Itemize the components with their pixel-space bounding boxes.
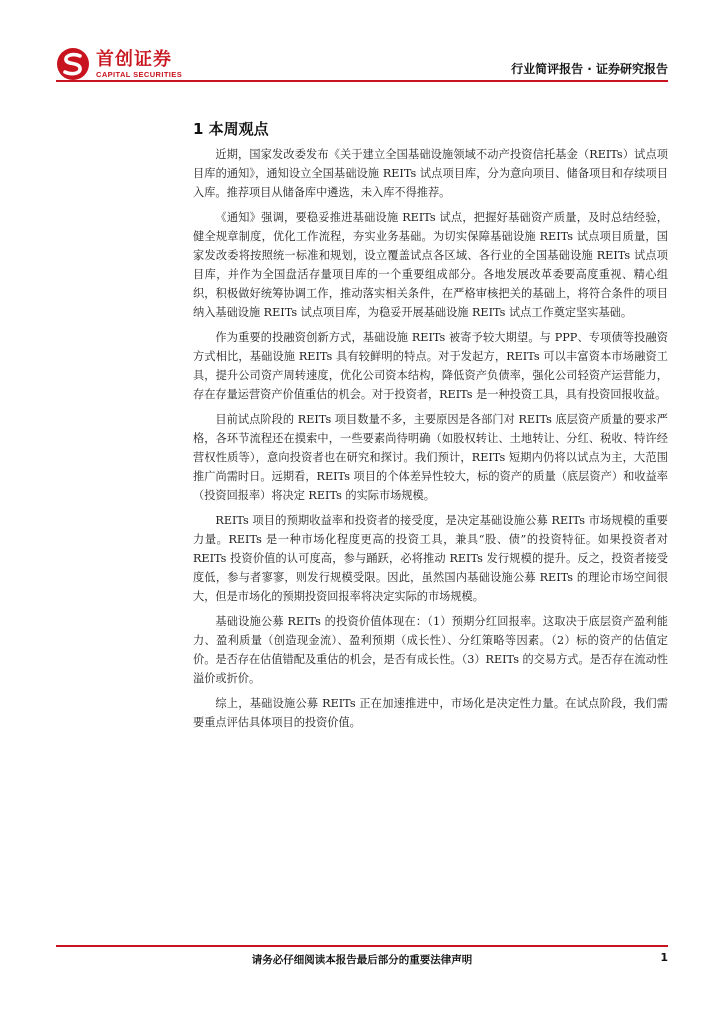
- page-number: 1: [660, 951, 668, 964]
- logo-chinese-name: 首创证券: [96, 48, 172, 70]
- paragraph: 目前试点阶段的 REITs 项目数量不多，主要原因是各部门对 REITs 底层资产质量的要求严格，各环节流程还在摸索中，一些要素尚待明确（如股权转让、土地转让、分红、税收、特许经营权性质等），意向投资者也在研究和探讨。我们预计，REITs 短期内仍将以试点为主，大范围推广尚需时日。远期看，REITs 项目的个体差异性较大，标的资产的质量（底层资产）和收益率（投资回报率）将决定 REITs 的实际市场规模。: [193, 413, 668, 502]
- page-header: [0, 0, 724, 90]
- paragraph: 基础设施公募 REITs 的投资价值体现在：（1）预期分红回报率。这取决于底层资产盈利能力、盈利质量（创造现金流）、盈利预期（成长性）、分红策略等因素。（2）标的资产的估值定价。是否存在估值错配及重估的机会，是否有成长性。（3）REITs 的交易方式。是否存在流动性溢价或折价。: [193, 615, 668, 685]
- report-body: [193, 145, 668, 738]
- paragraph: 作为重要的投融资创新方式，基础设施 REITs 被寄予较大期望。与 PPP、专项债等投融资方式相比，基础设施 REITs 具有较鲜明的特点。对于发起方，REITs 可以丰富资本市场融资工具，提升公司资产周转速度，优化公司资本结构，降低资产负债率，强化公司轻资产运营能力，存在存量运营资产价值重估的机会。对于投资者，REITs 是一种投资工具，具有投资回报收益。: [193, 331, 668, 401]
- paragraph: 近期，国家发改委发布《关于建立全国基础设施领域不动产投资信托基金（REITs）试点项目库的通知》，通知设立全国基础设施 REITs 试点项目库，分为意向项目、储备项目和存续项目入库。推荐项目从储备库中遴选，未入库不得推荐。: [193, 148, 668, 199]
- paragraph: 《通知》强调，要稳妥推进基础设施 REITs 试点，把握好基础资产质量，及时总结经验，健全规章制度，优化工作流程，夯实业务基础。为切实保障基础设施 REITs 试点项目质量，国家发改委将按照统一标准和规划，设立覆盖试点各区域、各行业的全国基础设施 REITs 试点项目库，并作为全国盘活存量项目库的一个重要组成部分。各地发展改革委要高度重视、精心组织，积极做好统筹协调工作，推动落实相关条件，在严格审核把关的基础上，将符合条件的项目纳入基础设施 REITs 试点项目库，为稳妥开展基础设施 REITs 试点工作奠定坚实基础。: [193, 211, 668, 319]
- section-title: 1 本周观点: [193, 120, 269, 138]
- capital-securities-logo-icon: [56, 47, 90, 81]
- logo-text: [96, 50, 182, 79]
- report-type-label: 行业简评报告 · 证券研究报告: [511, 62, 668, 76]
- paragraph: REITs 项目的预期收益率和投资者的接受度，是决定基础设施公募 REITs 市场规模的重要力量。REITs 是一种市场化程度更高的投资工具，兼具“股、债”的投资特征。如果投资者对 REITs 投资价值的认可度高，参与踊跃，必将推动 REITs 发行规模的提升。反之，投资者接受度低，参与者寥寥，则发行规模受限。因此，虽然国内基础设施公募 REITs 的理论市场空间很大，但是市场化的预期投资回报率将决定实际的市场规模。: [193, 514, 668, 603]
- logo-english-name: CAPITAL SECURITIES: [96, 69, 183, 79]
- header-divider: [56, 80, 668, 82]
- legal-disclaimer-note: 请务必仔细阅读本报告最后部分的重要法律声明: [251, 954, 473, 966]
- footer-divider: [56, 945, 668, 947]
- company-logo: [56, 47, 182, 81]
- paragraph: 综上，基础设施公募 REITs 正在加速推进中，市场化是决定性力量。在试点阶段，我们需要重点评估具体项目的投资价值。: [193, 697, 668, 729]
